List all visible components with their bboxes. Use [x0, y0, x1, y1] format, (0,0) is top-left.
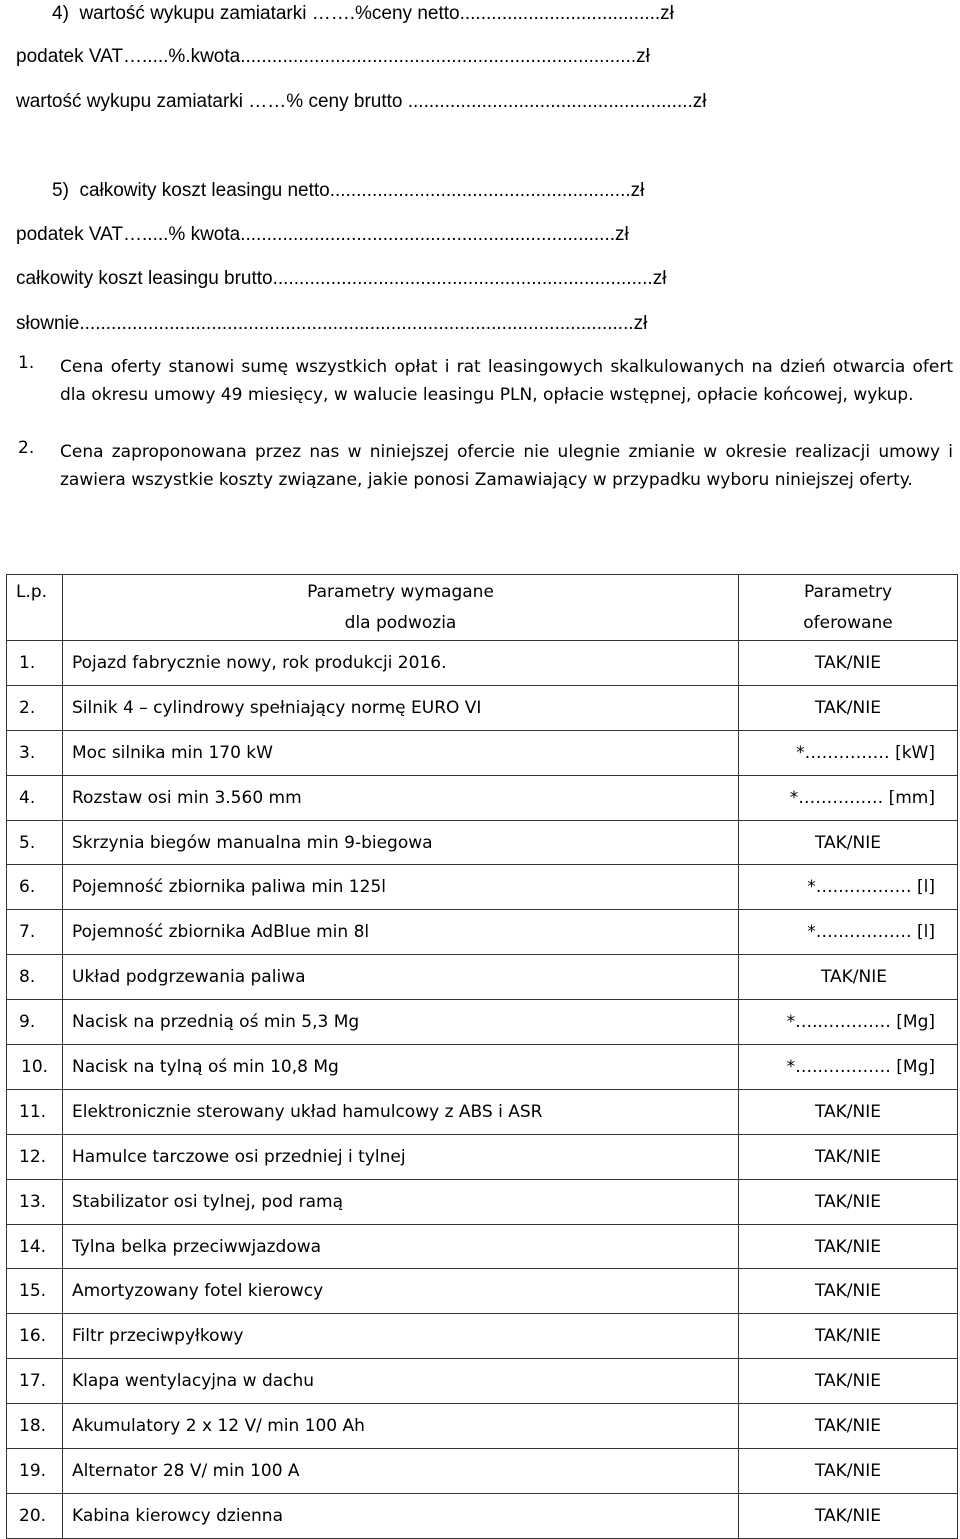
- table-row: [7, 1404, 958, 1449]
- total-vat-line: podatek VAT….....% kwota.......................................................................zł: [16, 224, 629, 245]
- row-requirement: Tylna belka przeciwwjazdowa: [63, 1224, 739, 1269]
- table-row: [7, 865, 958, 910]
- table-row: [7, 685, 958, 730]
- row-number: 5.: [7, 820, 63, 865]
- row-requirement: Hamulce tarczowe osi przedniej i tylnej: [63, 1134, 739, 1179]
- table-row: [7, 955, 958, 1000]
- row-number: 4.: [7, 775, 63, 820]
- row-offered-value[interactable]: TAK/NIE: [739, 820, 958, 865]
- row-number: 7.: [7, 910, 63, 955]
- row-requirement: Nacisk na tylną oś min 10,8 Mg: [63, 1045, 739, 1090]
- row-requirement: Filtr przeciwpyłkowy: [63, 1314, 739, 1359]
- row-number: 17.: [7, 1359, 63, 1404]
- row-number: 19.: [7, 1449, 63, 1494]
- table-row: [7, 1449, 958, 1494]
- buyout-vat-line: podatek VAT….....%.kwota...........................................................................zł: [16, 46, 650, 67]
- row-requirement: Alternator 28 V/ min 100 A: [63, 1449, 739, 1494]
- row-offered-value[interactable]: TAK/NIE: [739, 1179, 958, 1224]
- row-offered-value[interactable]: TAK/NIE: [739, 641, 958, 686]
- row-number: 6.: [7, 865, 63, 910]
- table-row: [7, 775, 958, 820]
- table-row: [7, 730, 958, 775]
- row-offered-value[interactable]: TAK/NIE: [739, 1493, 958, 1538]
- table-row: [7, 1045, 958, 1090]
- row-offered-value[interactable]: TAK/NIE: [739, 1269, 958, 1314]
- row-number: 13.: [7, 1179, 63, 1224]
- row-requirement: Pojemność zbiornika paliwa min 125l: [63, 865, 739, 910]
- row-requirement: Rozstaw osi min 3.560 mm: [63, 775, 739, 820]
- note-number: 1.: [18, 353, 35, 373]
- header-required-line2: dla podwozia: [344, 612, 457, 633]
- row-requirement: Stabilizator osi tylnej, pod ramą: [63, 1179, 739, 1224]
- row-number: 18.: [7, 1404, 63, 1449]
- row-number: 9.: [7, 1000, 63, 1045]
- row-number: 2.: [7, 685, 63, 730]
- row-offered-value[interactable]: TAK/NIE: [739, 1314, 958, 1359]
- row-number: 10.: [7, 1045, 63, 1090]
- header-offered-line2: oferowane: [803, 612, 893, 633]
- row-offered-value[interactable]: *…..………… [Mg]: [739, 1045, 958, 1090]
- note-text: Cena oferty stanowi sumę wszystkich opłat i rat leasingowych skalkulowanych na dzień otwarcia ofert dla okresu umowy 49 miesięcy, w walucie leasingu PLN, opłacie wstępnej, opłacie końcowej, wykup.: [60, 357, 953, 405]
- row-offered-value[interactable]: *…………… [kW]: [739, 730, 958, 775]
- row-requirement: Moc silnika min 170 kW: [63, 730, 739, 775]
- header-lp: L.p.: [7, 575, 63, 641]
- row-number: 20.: [7, 1493, 63, 1538]
- table-row: [7, 1359, 958, 1404]
- header-offered: [739, 575, 958, 641]
- parameters-table: [6, 574, 958, 1539]
- row-offered-value[interactable]: TAK/NIE: [739, 1359, 958, 1404]
- table-row: [7, 641, 958, 686]
- header-required: [63, 575, 739, 641]
- row-requirement: Klapa wentylacyjna w dachu: [63, 1359, 739, 1404]
- row-requirement: Amortyzowany fotel kierowcy: [63, 1269, 739, 1314]
- row-requirement: Skrzynia biegów manualna min 9-biegowa: [63, 820, 739, 865]
- row-number: 16.: [7, 1314, 63, 1359]
- table-row: [7, 1269, 958, 1314]
- table-row: [7, 1089, 958, 1134]
- row-requirement: Elektronicznie sterowany układ hamulcowy z ABS i ASR: [63, 1089, 739, 1134]
- note-number: 2.: [18, 438, 35, 458]
- row-number: 8.: [7, 955, 63, 1000]
- table-row: [7, 1179, 958, 1224]
- row-offered-value[interactable]: TAK/NIE: [739, 1449, 958, 1494]
- row-number: 11.: [7, 1089, 63, 1134]
- table-row: [7, 1000, 958, 1045]
- row-requirement: Nacisk na przednią oś min 5,3 Mg: [63, 1000, 739, 1045]
- row-offered-value[interactable]: TAK/NIE: [739, 955, 958, 1000]
- row-number: 12.: [7, 1134, 63, 1179]
- table-row: [7, 1314, 958, 1359]
- table-row: [7, 1493, 958, 1538]
- row-requirement: Układ podgrzewania paliwa: [63, 955, 739, 1000]
- header-offered-line1: Parametry: [803, 581, 893, 602]
- row-offered-value[interactable]: TAK/NIE: [739, 1089, 958, 1134]
- table-header-row: [7, 575, 958, 641]
- buyout-gross-line: wartość wykupu zamiatarki ……% ceny brutto ......................................................zł: [16, 91, 707, 112]
- row-offered-value[interactable]: TAK/NIE: [739, 1224, 958, 1269]
- table-row: [7, 1224, 958, 1269]
- row-requirement: Akumulatory 2 x 12 V/ min 100 Ah: [63, 1404, 739, 1449]
- row-offered-value[interactable]: *…………… [mm]: [739, 775, 958, 820]
- row-requirement: Kabina kierowcy dzienna: [63, 1493, 739, 1538]
- row-offered-value[interactable]: TAK/NIE: [739, 685, 958, 730]
- total-gross-line: całkowity koszt leasingu brutto........................................................................zł: [16, 268, 667, 289]
- header-required-line1: Parametry wymagane: [307, 581, 494, 602]
- note-1: [18, 353, 953, 409]
- note-text: Cena zaproponowana przez nas w niniejszej ofercie nie ulegnie zmianie w okresie realizacji umowy i zawiera wszystkie koszty związane, jakie ponosi Zamawiający w przypadku wyboru niniejszej oferty.: [60, 442, 953, 490]
- row-offered-value[interactable]: TAK/NIE: [739, 1404, 958, 1449]
- row-requirement: Pojazd fabrycznie nowy, rok produkcji 2016.: [63, 641, 739, 686]
- table-row: [7, 1134, 958, 1179]
- row-number: 15.: [7, 1269, 63, 1314]
- total-net-line: 5) całkowity koszt leasingu netto.........................................................zł: [52, 180, 645, 201]
- row-offered-value[interactable]: TAK/NIE: [739, 1134, 958, 1179]
- buyout-net-line: 4) wartość wykupu zamiatarki …….%ceny netto......................................zł: [52, 3, 674, 24]
- row-offered-value[interactable]: *…..………… [Mg]: [739, 1000, 958, 1045]
- row-requirement: Silnik 4 – cylindrowy spełniający normę EURO VI: [63, 685, 739, 730]
- row-number: 14.: [7, 1224, 63, 1269]
- row-number: 3.: [7, 730, 63, 775]
- row-offered-value[interactable]: *…..………… [l]: [739, 865, 958, 910]
- row-number: 1.: [7, 641, 63, 686]
- table-row: [7, 910, 958, 955]
- table-row: [7, 820, 958, 865]
- row-offered-value[interactable]: *…..………… [l]: [739, 910, 958, 955]
- row-requirement: Pojemność zbiornika AdBlue min 8l: [63, 910, 739, 955]
- total-words-line: słownie.........................................................................................................zł: [16, 313, 648, 334]
- note-2: [18, 438, 953, 494]
